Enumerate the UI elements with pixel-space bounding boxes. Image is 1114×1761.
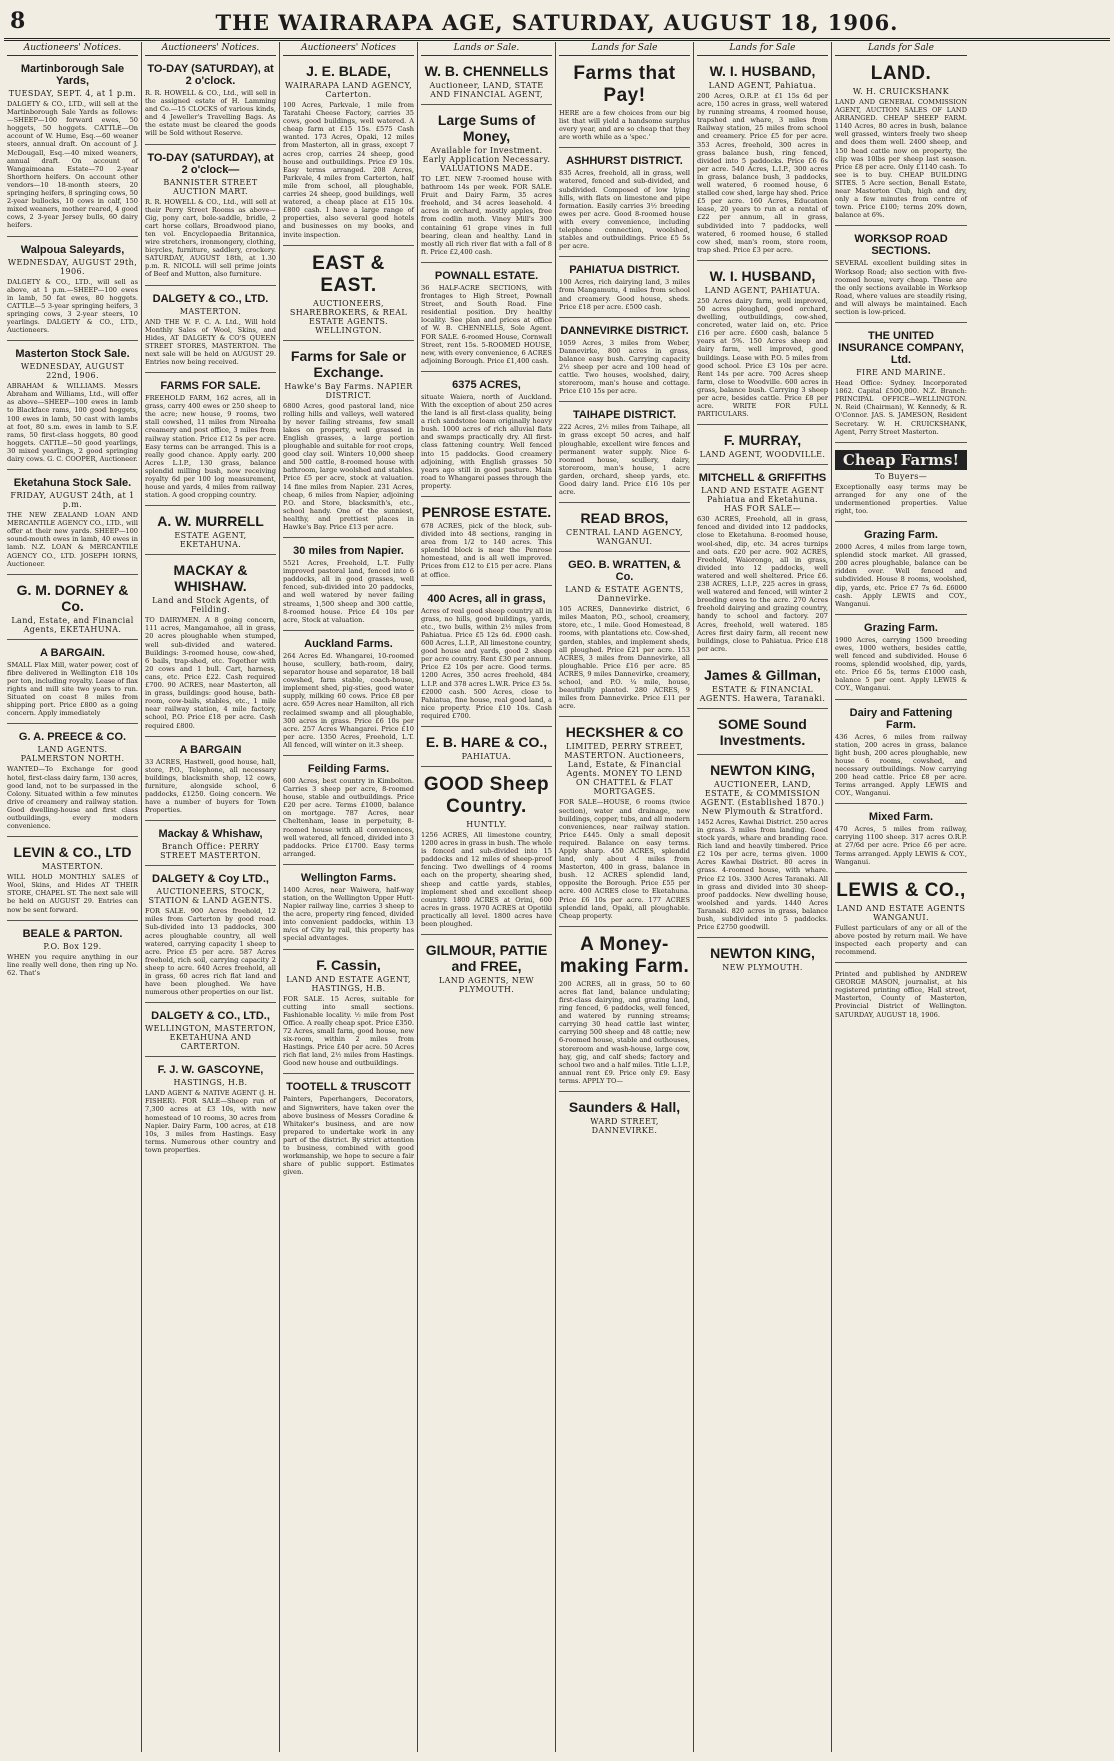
ad-body-text: Head Office: Sydney. Incorporated 1862. Capital £500,000. N.Z. Branch: PRINCIPAL OFFICE—WELLINGTON. N. Reid (Chairman), W. Kennedy, & R. O'Connor. JAS. S. JAMESON, Resident Secretary. W. H. CRUICKSHANK, Agent, Perry Street Masterton. (835, 379, 967, 436)
advertisement (145, 148, 276, 286)
advertisement (145, 1006, 276, 1057)
advertisement (283, 1077, 414, 1182)
ad-heading: Saunders & Hall, (568, 1099, 681, 1116)
ad-heading: Mixed Farm. (868, 811, 934, 824)
ad-heading: TO-DAY (SATURDAY), at 2 o'clock. (147, 63, 274, 87)
advertisement (559, 1095, 690, 1140)
ad-subheading: WAIRARAPA LAND AGENCY, Carterton. (284, 81, 413, 99)
ad-heading: W. I. HUSBAND, (709, 63, 816, 79)
column-header: Lands for Sale (697, 42, 828, 56)
advertisement (559, 151, 690, 257)
ad-heading: DALGETY & CO., LTD. (152, 292, 269, 305)
advertisement (7, 840, 138, 920)
ad-body-text: Fullest particulars of any or all of the above posted by return mail. We have inspected each property and can recommend. (835, 923, 967, 956)
ad-heading: Wellington Farms. (300, 871, 397, 884)
advertisement (145, 289, 276, 374)
ad-subheading: FRIDAY, AUGUST 24th, at 1 p.m. (10, 491, 135, 510)
ad-heading: Eketahuna Stock Sale. (13, 477, 132, 490)
advertisement (283, 541, 414, 631)
ad-heading: Auckland Farms. (304, 637, 393, 650)
advertisement (421, 938, 552, 999)
advertisement (559, 555, 690, 717)
ad-subheading: WEDNESDAY, AUGUST 22nd, 1906. (20, 362, 125, 381)
advertisement (145, 509, 276, 555)
ad-subheading: LAND AND ESTATE AGENTS WANGANUI. (836, 903, 966, 922)
ad-body-text: 100 Acres, rich dairying land, 3 miles from Mangamutu, 4 miles from school and creamery. Good house, sheds. Price £18 per acre. £500 cash. (559, 278, 690, 311)
ad-subheading: Auctioneer, LAND, STATE AND FINANCIAL AGENT, (429, 81, 544, 99)
ad-heading: 400 Acres, all in grass, (427, 592, 546, 605)
ad-subheading: ESTATE AGENT, EKETAHUNA. (174, 531, 247, 550)
advertisement (7, 59, 138, 237)
ad-heading: LEWIS & CO., (836, 879, 966, 901)
ad-body-text: 250 Acres dairy farm, well improved, 50 acres ploughed, good orchard, dwelling, outbuildings, cow-shed, concreted, water laid on, etc. Price £16 per acre. £600 cash, balance 5 years at 5%. 150 Acres sheep and dairy farm, well improved, good buildings. Lease with P.O. 5 miles from good school. Price £3 10s per acre. Rent 14s per acre. 700 Acres sheep farm, close to Woodville. 600 acres in grass, balance bush. Carrying 3 sheep per acre, besides cattle. Price £8 per acre. WRITE FOR FULL PARTICULARS. (697, 296, 828, 419)
ad-subheading: FIRE AND MARINE. (856, 368, 946, 378)
advertisement (283, 759, 414, 865)
ad-subheading: Land and Stock Agents, of Feilding. (152, 596, 269, 615)
newspaper-title: THE WAIRARAPA AGE, SATURDAY, AUGUST 18, 1906. (215, 10, 899, 35)
ad-body-text: TO LET. NEW 7-roomed house with bathroom 14s per week. FOR SALE. Fruit and Dairy Farm, 35 acres freehold, and 34 acres leasehold. 4 acres in orchard, mostly apples, free from codlin moth. Viney Mill's 300 containing 61 grape vines in full bearing, clean and healthy. Land in mostly all rich river flat with a fall of 8 ft. Price £2,400 cash. (421, 175, 552, 256)
ad-heading: EAST & EAST. (312, 252, 385, 296)
advertisement (283, 249, 414, 341)
column-6 (694, 42, 832, 1752)
ad-subheading: PAHIATUA. (461, 751, 512, 761)
ad-heading: GEO. B. WRATTEN, & Co. (568, 559, 681, 584)
ad-heading: NEWTON KING, (710, 761, 815, 778)
column-header: Lands for Sale (835, 42, 967, 56)
ad-heading: SOME Sound Investments. (718, 715, 807, 748)
advertisement (421, 266, 552, 372)
ad-body-text: 1256 ACRES, All limestone country, 1200 acres in grass in bush. The whole is fenced and sub-divided into 15 paddocks and 12 miles of sheep-proof fencing. Two dwellings of 4 rooms each on the property, shearing shed, sheep and cattle yards, stables, implement shed and excellent sheep country. 1800 ACRES at Orini, 600 acres in grass. 1970 ACRES at Opotiki practically all level. 1800 acres have been ploughed. (421, 830, 552, 928)
advertisement (559, 321, 690, 403)
advertisement (421, 375, 552, 497)
ad-subheading: TUESDAY, SEPT. 4, at 1 p.m. (8, 89, 137, 98)
advertisement (697, 712, 828, 755)
ad-heading: A BARGAIN. (40, 646, 105, 659)
advertisement (835, 807, 967, 872)
ad-body-text: SMALL Flax Mill, water power, cost of fibre delivered in Wellington £18 10s per ton, including royalty. Lease of flax rights and mill site two years to run. Situated on coast 8 miles from shipping port. Price £800 as a going concern. Apply immediately (7, 660, 138, 718)
ad-body-text: TO DAIRYMEN. A 8 going concern, 111 acres, Mangamahoe, all in grass, 20 acres ploughable when stumped, well sub-divided and watered. Buildings: 3-roomed house, cow-shed, 6 bails, trap-shed, etc. Together with 20 cows and 1 bull. Cart, harness, cans, etc. Price £22. Cash required £700. 90 ACRES, near Masterton, all in grass, buildings: good house, bath-room, cow-bails, stables, etc., 1 mile near railway station, 4 mile factory, school, P.O. Price £18 per acre. Cash required £800. (145, 616, 276, 730)
ad-body-text: 1900 Acres, carrying 1500 breeding ewes, 1000 wethers, besides cattle, well fenced and subdivided. House 6 rooms, splendid woolshed, dip, yards, etc. Price £6 5s, terms £1000 cash, balance 5 per cent. Apply LEWIS & COY., Wanganui. (835, 635, 967, 693)
advertisement (835, 229, 967, 323)
advertisement (835, 618, 967, 700)
ad-heading: Cheap Farms! (835, 450, 967, 470)
ad-subheading: NEW PLYMOUTH. (722, 963, 803, 973)
column-3 (280, 42, 418, 1752)
advertisement (7, 578, 138, 640)
advertisement (145, 376, 276, 506)
advertisement (7, 643, 138, 725)
advertisement (7, 240, 138, 342)
ad-body-text: 105 ACRES, Dannevirke district, 6 miles Maaton, P.O., school, creamery, store, etc., 1 mile. Good Homestead, 8 rooms, with plantations etc. Cow-shed, garden, stables, and implement sheds, all ploughed. Price £21 per acre. 153 ACRES, 3 miles from Dannevirke, all ploughable. Price £16 per acre. 85 ACRES, 9 miles Dannevirke, creamery, school, and P.O. ¼ mile, house, beautifully planted. 280 ACRES, 9 miles from Dannevirke. Price £11 per acre. (559, 605, 690, 711)
ad-body-text: 200 Acres, O.R.P. at £1 15s 6d per acre, 150 acres in grass, well watered by running streams, 4 roomed house, trapshed and whare, 3 miles from Railway station, 25 miles from school and creamery. Price £5 for per acre. 353 Acres, freehold, 300 acres in grass balance bush, ring fenced, divided into 5 paddocks. Price £6 6s per acre. 540 Acres, L.I.P., 300 acres in grass, balance bush, 3 paddocks, well watered, 6 roomed house, 6 stalled cow shed, large hay shed. Price £5 per acre. 160 Acres, Education lease, 20 years to run at a rental of £22 per annum, all in grass, subdivided into 7 paddocks, well watered, 6 roomed house, 6 stalled cow shed, man's room, store room, trap shed. Price £3 per acre. (697, 92, 828, 254)
advertisement (283, 953, 414, 1075)
ad-body-text: R. R. HOWELL & CO., Ltd., will sell in the assigned estate of H. Lamming and Co.—15 CLOCKS of various kinds, and 4 Jeweller's Travelling Bags. As the estate must be cleared the goods will be Sold without Reserve. (145, 89, 276, 138)
ad-subheading: ESTATE & FINANCIAL AGENTS. Hawera, Taranaki. (699, 684, 826, 703)
ad-subheading: Available for Investment. Early Application Necessary. VALUATIONS MADE. (422, 146, 551, 173)
advertisement (145, 824, 276, 866)
page-number: 8 (10, 8, 26, 34)
ad-heading: G. M. DORNEY & Co. (16, 581, 129, 614)
ad-subheading: AUCTIONEERS, SHAREBROKERS, & REAL ESTATE AGENTS. WELLINGTON. (289, 298, 408, 335)
ad-heading: LEVIN & CO., LTD (13, 844, 132, 861)
ad-heading: MITCHELL & GRIFFITHS (698, 472, 827, 485)
masthead (4, 4, 1110, 41)
ad-subheading: LAND AND ESTATE AGENT Pahiatua and Eketahuna. HAS FOR SALE— (701, 486, 824, 514)
advertisement (697, 59, 828, 261)
ad-subheading: Branch Office: PERRY STREET MASTERTON. (160, 842, 261, 861)
advertisement (559, 930, 690, 1092)
ad-heading: Feilding Farms. (307, 762, 390, 775)
column-4 (418, 42, 556, 1752)
ad-body-text: R. R. HOWELL & CO., Ltd., will sell at their Perry Street Rooms as above—Gig, pony cart, bole-saddle, bridle, 2 cart horse collars, Broadwood piano, ten vol. Encyclopaedia Britannica, wire stretchers, ironmongery, clothing, bicycles, furniture, saddlery, crockery. SATURDAY, AUGUST 18th, at 1.30 p.m. R. NICOLL will sell prime joints of Beef and Mutton, also furniture. (145, 197, 276, 279)
ad-heading: A BARGAIN (179, 743, 242, 756)
advertisement (697, 468, 828, 660)
advertisement (697, 758, 828, 938)
ad-subheading: WELLINGTON, MASTERTON, EKETAHUNA AND CARTERTON. (145, 1024, 276, 1052)
ad-subheading: LIMITED, PERRY STREET, MASTERTON. Auctioneers, Land, Estate, & Financial Agents. MONEY TO LEND ON CHATTEL & FLAT MORTGAGES. (564, 742, 685, 797)
ad-body-text: WANTED—To Exchange for good hotel, first-class dairy farm, 130 acres, good land, not to be surpassed in the Colony. Situated within a few minutes drive of creamery and railway station. Good dwelling-house and first class outbuildings, every modern convenience. (7, 765, 138, 831)
advertisement (559, 506, 690, 552)
ad-body-text: 1059 Acres, 3 miles from Weber, Dannevirke, 800 acres in grass, balance easy bush. Carrying capacity 2½ sheep per acre and 100 head of cattle. Two houses, woolshed, dairy, storeroom, man's house and cottage. Price £10 15s per acre. (559, 338, 690, 396)
ad-subheading: HUNTLY. (466, 819, 507, 829)
ad-heading: THE UNITED INSURANCE COMPANY, Ltd. (838, 330, 964, 367)
advertisement (835, 326, 967, 443)
ad-heading: Martinborough Sale Yards, (20, 63, 125, 87)
advertisement (835, 966, 967, 1025)
ad-subheading: To Buyers— (874, 471, 928, 481)
ad-heading: F. Cassin, (316, 956, 381, 973)
advertisement (283, 344, 414, 539)
ad-body-text: situate Waiera, north of Auckland. With the exception of about 250 acres the land is all first-class quality, being a rich sandstone loam originally heavy bush. 1000 acres of rich alluvial flats and swamps practically dry. All first-class fattening country. Well fenced into 15 paddocks. Good creamery adjoining, with English grasses 50 years ago still in good pasture. Main road to Whangarei passes through the property. (421, 392, 552, 490)
ad-body-text: LAND AND GENERAL COMMISSION AGENT, AUCTION SALES OF LAND ARRANGED. CHEAP SHEEP FARM. 1140 Acres, 80 acres in bush, balance well grassed, winters freely two sheep and does them well. 2400 sheep, and 150 head cattle now on property, the clip was 10lbs per sheep last season. Price £8 per acre. Only £1140 cash. To see is to buy. CHEAP BUILDING SITES. 5 Acre section, Benall Estate, near Masterton Club, high and dry, only a few minutes from centre of town. Price £100; terms 20% down, balance at 6%. (835, 98, 967, 220)
ad-body-text: FOR SALE—HOUSE, 6 rooms (twice section), water and drainage, new buildings, copper, tubs, and all modern conveniences, near railway station. Price £445. Only a small deposit required. Balance on easy terms. Apply sharp. 450 ACRES, splendid land, only about 4 miles from Masterton, 400 in grass, balance in bush. 12 ACRES splendid land, opposite the Borough. Price £55 per acre. 400 ACRES close to Eketahuna. Price £6 10s per acre. 177 ACRES splendid land, Opaki, all ploughable. Cheap property. (559, 798, 690, 920)
ad-subheading: LAND AGENT, Pahiatua. (708, 81, 817, 90)
ad-subheading: BANNISTER STREET AUCTION MART. (163, 177, 258, 196)
advertisement (283, 59, 414, 246)
ad-heading: A. W. MURRELL (157, 513, 264, 530)
advertisement (835, 525, 967, 615)
ad-body-text: DALGETY & CO., LTD., will sell at the Martinborough Sale Yards as follows:—SHEEP—100 forward ewes, 50 hoggets, 50 hoggets. CATTLE—On account of W. Hume, Esq.—60 weaner steers, annual draft. On account of J. McDougall, Esq.—40 mixed weaners, annual draft. On account of Wangaimoana Estate—70 2-year Shorthorn heifers. On account other vendors—10 18-month steers, 20 springing heifers, 8 springing cows, 50 2-year bullocks, 10 cows in calf, 150 mixed weaners, mother reared, 4 good cows, 2 3-year Jersey bulls, 60 dairy heifers. (7, 100, 138, 230)
advertisement (697, 941, 828, 977)
advertisement (421, 108, 552, 263)
advertisement (421, 730, 552, 767)
ad-heading: LAND. (870, 63, 932, 84)
advertisement (7, 473, 138, 575)
ad-heading: James & Gillman, (704, 666, 821, 683)
ad-heading: MACKAY & WHISHAW. (173, 562, 248, 595)
ad-subheading: MASTERTON. (179, 306, 242, 316)
ad-heading: Dairy and Fattening Farm. (849, 706, 953, 731)
ad-subheading: CENTRAL LAND AGENCY, WANGANUI. (566, 528, 683, 547)
advertisement (145, 59, 276, 145)
ad-heading: PAHIATUA DISTRICT. (569, 264, 680, 277)
column-2 (142, 42, 280, 1752)
newspaper-page (4, 4, 1110, 1753)
ad-heading: F. J. W. GASCOYNE, (157, 1064, 264, 1077)
advertisement (421, 770, 552, 935)
ad-heading: DALGETY & CO., LTD., (151, 1010, 270, 1023)
advertisement (421, 59, 552, 105)
advertisement (559, 59, 690, 148)
advertisement (283, 634, 414, 756)
column-5 (556, 42, 694, 1752)
advertisement (145, 869, 276, 1003)
ad-heading: F. MURRAY, (723, 432, 802, 449)
ad-heading: TOOTELL & TRUSCOTT (286, 1081, 411, 1094)
ad-subheading: LAND & ESTATE AGENTS, Dannevirke. (565, 585, 684, 604)
ad-heading: W. I. HUSBAND, (709, 267, 816, 284)
ad-heading: DANNEVIRKE DISTRICT. (560, 324, 689, 337)
ad-body-text: SEVERAL excellent building sites in Worksop Road; also section with five-roomed house, very cheap. These are the only sections available in Worksop Road, where values are steadily rising, and will always be maintained. Each section is low-priced. (835, 259, 967, 316)
ad-subheading: W. H. CRUICKSHANK (852, 87, 950, 96)
ad-heading: GOOD Sheep Country. (423, 773, 550, 817)
ad-heading: A Money-making Farm. (559, 933, 690, 977)
ad-heading: Grazing Farm. (864, 621, 938, 634)
column-header: Auctioneers' Notices. (145, 42, 276, 56)
ad-heading: J. E. BLADE, (306, 63, 391, 79)
ad-body-text: 33 ACRES, Hastwell, good house, hall, store, P.O., Telephone, all necessary buildings, blacksmith shop, 12 cows, furniture, alongside school, 6 paddocks, £1250. Going concern. We have a number of buyers for Town Properties. (145, 757, 276, 815)
ad-subheading: WARD STREET, DANNEVIRKE. (590, 1117, 659, 1136)
advertisement (835, 876, 967, 963)
ad-heading: HECKSHER & CO (565, 724, 684, 741)
ad-heading: READ BROS, (580, 510, 669, 527)
ad-heading: BEALE & PARTON. (22, 927, 123, 940)
ad-subheading: LAND AGENT, PAHIATUA. (704, 285, 821, 295)
advertisement (7, 727, 138, 837)
advertisement (697, 428, 828, 465)
ad-heading: DALGETY & Coy LTD., (152, 873, 269, 886)
advertisement (145, 740, 276, 822)
ad-subheading: LAND AGENTS, NEW PLYMOUTH. (438, 976, 535, 995)
ad-heading: 6375 ACRES, (452, 378, 521, 391)
ad-body-text: 470 Acres, 5 miles from railway, carrying 1100 sheep. 317 acres O.R.P. at 27/6d per acre. Price £6 per acre. Terms arranged. Apply LEWIS & COY., Wanganui. (835, 825, 967, 866)
ad-heading: Farms for Sale or Exchange. (290, 347, 407, 380)
column-header: Auctioneers' Notices (283, 42, 414, 56)
ad-body-text: 36 HALF-ACRE SECTIONS, with frontages to High Street, Pownall Street, and South Road. Fine residential position. Dry healthy locality. See plan and prices at office of W. B. CHENNELLS, Sole Agent. FOR SALE. 6-roomed House, Cornwall Street, rent 15s. 5-ROOMED HOUSE, new, with every convenience, 6 ACRES adjoining Borough. Price £1,400 cash. (421, 283, 552, 365)
ad-body-text: 6800 Acres, good pastoral land, nice rolling hills and valleys, well watered by never failing streams, few small lakes on property, well grassed in English grasses, a large portion ploughable and suitable for root crops, good clay soil. Winters 10,000 sheep and 500 cattle, 8-roomed house with bathroom, large woolshed and stables. Price £5 per acre, stock at valuation. 14 fine miles from Napier. 231 Acres, cheap, 6 miles from Napier, adjoining P.O. and Store, blacksmith's, etc., school handy. One of the sunniest, healthy, and prettiest places in Hawke's Bay. Price £13 per acre. (283, 401, 414, 531)
column-header: Lands for Sale (559, 42, 690, 56)
ad-body-text: FREEHOLD FARM, 162 acres, all in grass, carry 400 ewes or 250 sheep to the acre; new house, 9 rooms, two stall cowshed, 11 miles from Nireaha creamery and post office, 3 miles from railway station. Price £12 5s per acre. Easy terms can be arranged. This is a really good chance. Apply early. 200 Acres L.I.P., 130 grass, balance splendid milling bush, now receiving royalty 6d per 100 log measurement, house and yards, 4 miles from railway station. A good cropping country. (145, 394, 276, 500)
advertisement (559, 720, 690, 926)
ad-body-text: FOR SALE. 900 Acres freehold, 12 miles from Carterton by good road. Sub-divided into 13 paddocks, 300 acres ploughable country, all well watered, carrying capacity 1 sheep to acre. Price £5 per acre. 587 Acres freehold, rich soil, carrying capacity 2 sheep to acre. 640 Acres freehold, all in grass, 60 acres rich flat land and have been ploughed. We have numerous other properties on our list. (145, 907, 276, 997)
ad-body-text: Acres of real good sheep country all in grass, no hills, good buildings, yards, etc., two bulls, within 2½ miles from Pahiatua. Price £5 12s 6d. £900 cash. 600 Acres, L.I.P., All limestone country, good house and yards, good 2 sheep per acre country. Rent £30 per annum. Price £2 10s per acre. Good terms. 1200 Acres, 350 acres freehold, 484 L.I.P. and 378 acres L.W.R. Price £3 5s. £2000 cash. 500 Acres, close to Pahiatua, fine house, real good land, a nice property. Price £10 10s. Cash required £700. (421, 606, 552, 720)
ad-body-text: WILL HOLD MONTHLY SALES of Wool, Skins, and Hides AT THEIR STORE, CHAPEL ST. The next sale will be held on AUGUST 29. Entries can now be sent forward. (7, 873, 138, 914)
ad-heading: Grazing Farm. (864, 529, 938, 542)
ad-heading: TAIHAPE DISTRICT. (572, 409, 677, 422)
ad-heading: W. B. CHENNELLS (424, 63, 549, 79)
columns (4, 42, 1110, 1752)
ad-heading: Masterton Stock Sale. (15, 348, 130, 361)
ad-heading: G. A. PREECE & CO. (18, 731, 127, 744)
ad-heading: Walpoua Saleyards, (20, 243, 125, 256)
column-1 (4, 42, 142, 1752)
ad-heading: 30 miles from Napier. (293, 545, 404, 558)
advertisement (145, 1060, 276, 1160)
ad-body-text: 600 Acres, best country in Kimbolton. Carries 3 sheep per acre, 8-roomed house, stable and outbuildings. Price £20 per acre. Terms £1000, balance on mortgage. 787 Acres, near Cheltenham, lease in perpetuity, 8-roomed house with all conveniences, well watered, all fenced, divided into 3 paddocks. Price £1700. Easy terms arranged. (283, 776, 414, 858)
advertisement (421, 500, 552, 586)
advertisement (835, 446, 967, 522)
ad-heading: ASHHURST DISTRICT. (566, 155, 683, 168)
ad-subheading: AUCTIONEER, LAND, ESTATE, & COMMISSION AGENT. (Established 1870.) New Plymouth & Stratford. (700, 779, 825, 816)
ad-body-text: 5521 Acres, Freehold, L.T. Fully improved pastoral land, fenced into 6 paddocks, all in good grasses, well fenced, sub-divided into 20 paddocks, and well watered by never failing streams, 1,500 sheep and 300 cattle, 8-roomed house. Price £4 10s per acre, Stock at valuation. (283, 559, 414, 624)
advertisement (697, 264, 828, 425)
ad-subheading: Land, Estate, and Financial Agents, EKETAHUNA. (11, 615, 134, 634)
advertisement (559, 260, 690, 317)
ad-heading: Farms that Pay! (573, 63, 676, 106)
ad-subheading: LAND AGENT, WOODVILLE. (699, 450, 826, 460)
ad-subheading: Hawke's Bay Farms. NAPIER DISTRICT. (284, 381, 413, 400)
ad-body-text: Exceptionally easy terms may be arranged for any one of the undermentioned properties. Value right, too. (835, 482, 967, 515)
advertisement (697, 663, 828, 709)
ad-subheading: AUCTIONEERS, STOCK, STATION & LAND AGENTS. (148, 887, 273, 906)
ad-body-text: DALGETY & CO., LTD., will sell as above, at 1 p.m.—SHEEP—100 ewes in lamb, 50 fat ewes, 80 hoggets. CATTLE—5 3-year springing heifers, 3 springing cows, 3 2-year steers, 10 yearlings. DALGETY & CO., LTD., Auctioneers. (7, 277, 138, 335)
ad-body-text: 2000 Acres, 4 miles from large town, splendid stock market. All grassed, 200 acres ploughable, balance can be ridden over. Well fenced and subdivided. House 8 rooms, woolshed, dip, yards, etc. Price £7 7s 6d. £6000 cash. Apply LEWIS and COY., Wanganui. (835, 543, 967, 608)
ad-heading: Large Sums of Money, (437, 112, 536, 144)
ad-heading: NEWTON KING, (710, 945, 815, 962)
ad-body-text: WHEN you require anything in our line really well done, then ring up No. 62. That's (7, 952, 138, 977)
ad-body-text: THE NEW ZEALAND LOAN AND MERCANTILE AGENCY CO., LTD., will offer at their new yards. SHEEP—100 sound-mouth ewes in lamb, 40 ewes in lamb. N.Z. LOAN & MERCANTILE AGENCY CO., LTD. JOSEPH IORNS, Auctioneer. (7, 511, 138, 568)
advertisement (7, 344, 138, 470)
ad-body-text: Printed and published by ANDREW GEORGE MASON, journalist, at his registered printing office, Hall street, Masterton, County of Masterton, Provincial District of Wellington. SATURDAY, AUGUST 18, 1906. (835, 970, 967, 1019)
ad-body-text: 264 Acres Ed. Whangarei, 10-roomed house, scullery, bath-room, dairy, separator house and separator, 18 bail cowshed, farm stable, coach-house, implement shed, pig-sties, good water supply, milking 60 cows. Price £8 per acre. 659 Acres near Hamilton, all rich reclaimed swamp and all ploughable, 300 acres in grass. Price £6 10s per acre. 257 Acres Whangarei. Price £10 per acre. 1350 Acres, Freehold, L.T. All fenced, will winter on it.3 sheep. (283, 651, 414, 749)
advertisement (283, 868, 414, 950)
column-header: Lands or Sale. (421, 42, 552, 56)
ad-body-text: Painters, Paperhangers, Decorators, and Signwriters, have taken over the above business of Messrs Coradine & Whitaker's business, and are now prepared to undertake work in any part of the district. By strict attention to business, combined with good workmanship, we hope to secure a fair share of public support. Estimates given. (283, 1095, 414, 1177)
ad-heading: E. B. HARE & CO., (425, 733, 548, 750)
ad-body-text: HERE are a few choices from our big list that will yield a handsome surplus every year, and are so cheap that they are worth while as a 'spec.' (559, 109, 690, 142)
ad-subheading: HASTINGS, H.B. (173, 1078, 248, 1088)
ad-heading: PENROSE ESTATE. (421, 504, 552, 520)
ad-heading: WORKSOP ROAD SECTIONS. (854, 233, 948, 258)
ad-body-text: AND THE W. F. C. A. Ltd., Will hold Monthly Sales of Wool, Skins, and Hides, AT DALGETY & CO'S QUEEN STREET STORES, MASTERTON. The next sale will be held on AUGUST 29. Entries now being received. (145, 317, 276, 366)
ad-subheading: P.O. Box 129. (43, 941, 102, 951)
advertisement (559, 405, 690, 503)
advertisement (835, 703, 967, 805)
ad-heading: Mackay & Whishaw, (158, 828, 263, 841)
ad-subheading: LAND AGENTS. PALMERSTON NORTH. (20, 745, 125, 764)
column-7 (832, 42, 970, 1752)
ad-body-text: 630 ACRES, Freehold, all in grass, fenced and divided into 12 paddocks, close to Eketahuna. 8-roomed house, wool-shed, dip, etc. 34 acres turnips and oats. £20 per acre. 902 ACRES, Freehold, Waiorongo, all in grass, divided into 12 paddocks, well watered and well sheltered. Price £6. 238 ACRES, L.I.P., 225 acres in grass, well watered and fenced, will winter 2 breeding ewes to the acre. 270 Acres freehold dairying and grazing country, handy to school and factory. 207 Acres, freehold, well watered. 185 Acres first dairy farm, all recent new buildings, close to Pahiatua. Price £18 per acre. (697, 515, 828, 653)
ad-body-text: 222 Acres, 2½ miles from Taihape, all in grass except 50 acres, and half ploughable, excellent wire fences and permanent water supply. Nice 6-roomed house, scullery, dairy, storeroom, man's house, 1 acre garden, orchard, sheep yards, etc. Good dairy land. Price £16 10s per acre. (559, 423, 690, 497)
ad-heading: FARMS FOR SALE. (160, 380, 261, 393)
ad-heading: GILMOUR, PATTIE and FREE, (425, 942, 548, 975)
ad-body-text: 100 Acres, Parkvale, 1 mile from Taratahi Cheese Factory, carries 35 cows, good buildings, well watered. A cheap farm at £15 15s. £575 Cash wanted. 173 Acres, Opaki, 12 miles from Masterton, all in grass, except 7 acres crop, carries 24 sheep, good house and outbuildings. Price £9 10s. Easy terms arranged. 208 Acres, Parkvale, 4 miles from Carterton, half mile from school, all ploughable, carries 24 sheep, good buildings, well watered, a cheap place at £15 10s. £800 cash. I have a large range of properties, also several good hotels and businesses on my books, and invite inspection. (283, 101, 414, 239)
advertisement (145, 558, 276, 736)
ad-subheading: MASTERTON. (41, 862, 104, 872)
advertisement (835, 59, 967, 226)
advertisement (421, 589, 552, 727)
ad-body-text: 678 ACRES, pick of the block, sub-divided into 48 sections, ranging in area from 1/2 to 140 acres. This splendid block is near the Penrose homestead, and is all well improved. Prices from £12 to £15 per acre. Plans at office. (421, 522, 552, 579)
ad-body-text: FOR SALE. 15 Acres, suitable for cutting into small sections. Fashionable locality. ½ mile from Post Office. A really cheap spot. Price £350. 72 Acres, small farm, good house, new six-room, within 2 miles from Hastings. Price £40 per acre. 50 Acres rich flat land, 2½ miles from Hastings. Good new house and outbuildings. (283, 994, 414, 1068)
ad-body-text: 1400 Acres, near Waiwera, half-way station, on the Wellington Upper Hutt-Napier railway line, carries 3 sheep to the acre, property ring fenced, divided into convenient paddocks, within 13 m/cs of City by rail, this property has special advantages. (283, 885, 414, 943)
ad-subheading: WEDNESDAY, AUGUST 29th, 1906. (7, 257, 138, 276)
ad-heading: TO-DAY (SATURDAY), at 2 o'clock— (147, 151, 274, 176)
ad-heading: POWNALL ESTATE. (434, 269, 539, 282)
ad-body-text: ABRAHAM & WILLIAMS. Messrs Abraham and Williams, Ltd., will offer as above—SHEEP—100 ewes in lamb to Blackface rams, 100 good hoggets, 100 ewes in lamb, 50 cast with lambs at foot, 80 s.m. ewes in lamb to S.F. rams, 50 first-class hoggets, 80 good hoggets. CATTLE—50 good yearlings, 30 mixed yearlings, 2 good springing dairy cows. G. C. COOPER, Auctioneer. (7, 382, 138, 463)
ad-body-text: 200 ACRES, all in grass, 50 to 60 acres flat land, balance undulating; first-class dairying, and grazing land, ring fenced, 6 paddocks, well fenced, and watered by running streams; carrying 30 head cattle last winter, carrying 500 sheep and 48 cattle; new 6-roomed house, stable and outhouses, storeroom and wash-house, large cow, hay, gig, and calf sheds; factory and school two and a half miles. Title L.I.P., annual rent £9. Price only £9. Easy terms. APPLY TO— (559, 979, 690, 1085)
ad-subheading: LAND AND ESTATE AGENT, HASTINGS, H.B. (286, 974, 411, 993)
ad-body-text: LAND AGENT & NATIVE AGENT (J. H. FISHER). FOR SALE—Sheep run of 7,300 acres at £3 10s, with new homestead of 10 rooms, 30 acres from Napier. Dairy Farm, 100 acres, at £18 10s, 3 miles from Hastings. Easy terms. Numerous other country and town properties. (145, 1089, 276, 1154)
ad-body-text: 835 Acres, freehold, all in grass, well watered, fenced and sub-divided, and subdivided. Composed of low lying hills, with flats on limestone and pipe formation. Easily carries 3½ breeding ewes per acre. Good 8-roomed house with every convenience, including telephone connection, woolshed, stables and outbuildings. Price £5 5s per acre. (559, 169, 690, 251)
ad-body-text: 436 Acres, 6 miles from railway station, 200 acres in grass, balance light bush, 200 acres ploughable, new house 6 rooms, cowshed, and necessary outbuildings. Now carrying 200 head cattle. Price £8 per acre. Terms arranged. Apply LEWIS and COY., Wanganui. (835, 732, 967, 798)
column-header: Auctioneers' Notices. (7, 42, 138, 56)
advertisement (7, 924, 138, 983)
ad-body-text: 1452 Acres, Kawhai District. 250 acres in grass. 3 miles from landing. Good stock yards, whare and branding race. Rich land and heavily timbered. Price £2 10s per acre, terms given. 1000 Acres Kawhai District. 80 acres in grass. 4-roomed house, with whare. Price £2 10s. 3300 Acres Taranaki. All in grass and divided into 30 sheep-proof paddocks. New dwelling house, woolshed and yards. 1440 Acres Taranaki. 820 acres in grass, balance bush, subdivided into 5 paddocks. Price £2750 goodwill. (697, 817, 828, 932)
